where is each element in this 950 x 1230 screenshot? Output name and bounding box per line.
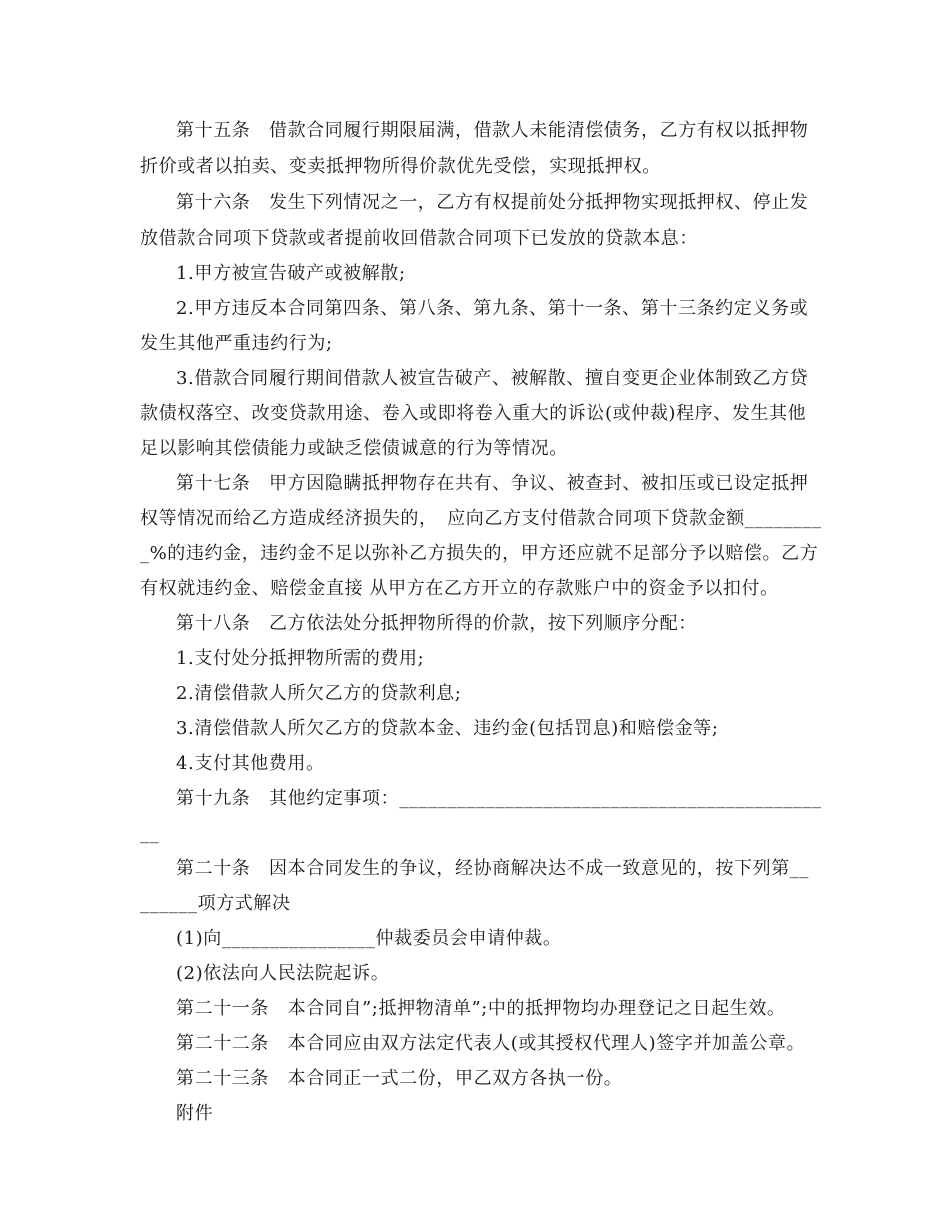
clause-16-line-2: 放借款合同项下贷款或者提前收回借款合同项下已发放的贷款本息：: [140, 228, 698, 249]
clause-18-item-2: 2.清偿借款人所欠乙方的贷款利息;: [176, 683, 462, 704]
clause-16-item-2-line-2: 发生其他严重违约行为;: [140, 333, 333, 354]
attachment-heading: 附件: [176, 1103, 214, 1124]
clause-20-line-1: 第二十条 因本合同发生的争议，经协商解决达不成一致意见的，按下列第__: [176, 858, 809, 879]
clause-16-item-3-line-1: 3.借款合同履行期间借款人被宣告破产、被解散、擅自变更企业体制致乙方贷: [176, 368, 809, 389]
clause-18-item-3: 3.清偿借款人所欠乙方的贷款本金、违约金(包括罚息)和赔偿金等;: [176, 718, 719, 739]
clause-16-item-2-line-1: 2.甲方违反本合同第四条、第八条、第九条、第十一条、第十三条约定义务或: [176, 298, 809, 319]
clause-18-item-4: 4.支付其他费用。: [176, 753, 325, 774]
clause-21: 第二十一条 本合同自”;抵押物清单”;中的抵押物均办理登记之日起生效。: [176, 998, 786, 1019]
clause-19-line-2: __: [140, 823, 160, 844]
clause-20-option-1: (1)向________________仲裁委员会申请仲裁。: [176, 928, 562, 949]
clause-17-line-4: 有权就违约金、赔偿金直接 从甲方在乙方开立的存款账户中的资金予以扣付。: [140, 578, 779, 599]
clause-15-line-2: 折价或者以拍卖、变卖抵押物所得价款优先受偿，实现抵押权。: [140, 156, 661, 177]
clause-20-option-2: (2)依法向人民法院起诉。: [176, 963, 390, 984]
clause-19-line-1: 第十九条 其他约定事项：____________________________________________: [176, 788, 822, 809]
clause-16-line-1: 第十六条 发生下列情况之一，乙方有权提前处分抵押物实现抵押权、停止发: [176, 192, 809, 213]
clause-15-line-1: 第十五条 借款合同履行期限届满，借款人未能清偿债务，乙方有权以抵押物: [176, 120, 809, 141]
clause-17-line-2: 权等情况而给乙方造成经济损失的， 应向乙方支付借款合同项下贷款金额________: [140, 508, 822, 529]
clause-20-line-2: ______项方式解决: [140, 893, 291, 914]
clause-17-line-1: 第十七条 甲方因隐瞒抵押物存在共有、争议、被查封、被扣压或已设定抵押: [176, 473, 809, 494]
clause-22: 第二十二条 本合同应由双方法定代表人(或其授权代理人)签字并加盖公章。: [176, 1033, 806, 1054]
clause-17-line-3: _%的违约金，违约金不足以弥补乙方损失的，甲方还应就不足部分予以赔偿。乙方: [140, 543, 819, 564]
clause-16-item-3-line-2: 款债权落空、改变贷款用途、卷入或即将卷入重大的诉讼(或仲裁)程序、发生其他: [140, 403, 807, 424]
clause-18-line-1: 第十八条 乙方依法处分抵押物所得的价款，按下列顺序分配：: [176, 613, 697, 634]
clause-23: 第二十三条 本合同正一式二份，甲乙双方各执一份。: [176, 1068, 623, 1089]
clause-16-item-1: 1.甲方被宣告破产或被解散;: [176, 263, 406, 284]
clause-16-item-3-line-3: 足以影响其偿债能力或缺乏偿债诚意的行为等情况。: [140, 438, 568, 459]
clause-18-item-1: 1.支付处分抵押物所需的费用;: [176, 648, 425, 669]
